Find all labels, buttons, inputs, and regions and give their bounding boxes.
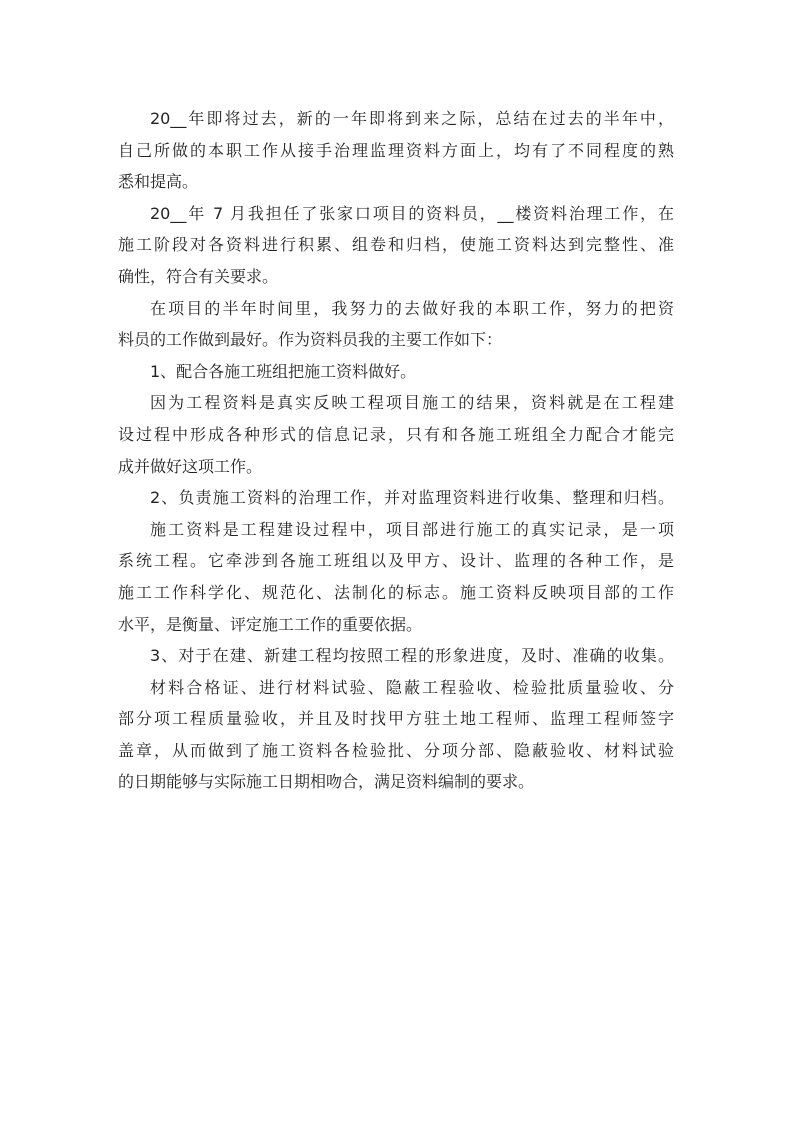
- section-heading: [118, 482, 674, 514]
- text-line: 3、对于在建、新建工程均按照工程的形象进度，及时、准确的收集。: [150, 646, 674, 666]
- paragraph: [118, 198, 674, 293]
- text-line: 料员的工作做到最好。作为资料员我的主要工作如下：: [118, 330, 503, 350]
- text-line: 设过程中形成各种形式的信息记录，只有和各施工班组全力配合才能完: [118, 424, 674, 444]
- paragraph: [118, 103, 674, 198]
- text-line: 在项目的半年时间里，我努力的去做好我的本职工作，努力的把资: [150, 298, 674, 318]
- text-line: 部分项工程质量验收，并且及时找甲方驻土地工程师、监理工程师签字: [118, 709, 674, 729]
- text-line: 2、负责施工资料的治理工作，并对监理资料进行收集、整理和归档。: [150, 488, 674, 508]
- text-line: 盖章，从而做到了施工资料各检验批、分项分部、隐蔽验收、材料试验: [118, 740, 674, 760]
- text-line: 20__年即将过去，新的一年即将到来之际，总结在过去的半年中，: [150, 109, 674, 128]
- text-line: 1、配合各施工班组把施工资料做好。: [150, 361, 417, 381]
- text-line: 系统工程。它牵涉到各施工班组以及甲方、设计、监理的各种工作，是: [118, 551, 674, 571]
- text-line: 20__年 7 月我担任了张家口项目的资料员，__楼资料治理工作，在: [150, 203, 674, 223]
- text-line: 确性，符合有关要求。: [118, 266, 279, 286]
- text-line: 的日期能够与实际施工日期相吻合，满足资料编制的要求。: [118, 772, 535, 792]
- text-line: 施工工作科学化、规范化、法制化的标志。施工资料反映项目部的工作: [118, 582, 674, 602]
- section-heading: [118, 356, 674, 388]
- text-line: 施工资料是工程建设过程中，项目部进行施工的真实记录，是一项: [150, 519, 674, 539]
- paragraph: [118, 514, 674, 640]
- document-page: [118, 103, 674, 798]
- text-line: 施工阶段对各资料进行积累、组卷和归档，使施工资料达到完整性、准: [118, 235, 674, 255]
- text-line: 水平，是衡量、评定施工工作的重要依据。: [118, 614, 423, 634]
- text-line: 自己所做的本职工作从接手治理监理资料方面上，均有了不同程度的熟: [118, 140, 674, 160]
- section-heading: [118, 640, 674, 672]
- paragraph: [118, 387, 674, 482]
- paragraph: [118, 672, 674, 798]
- text-line: 悉和提高。: [118, 172, 199, 192]
- text-line: 因为工程资料是真实反映工程项目施工的结果，资料就是在工程建: [150, 393, 674, 413]
- text-line: 材料合格证、进行材料试验、隐蔽工程验收、检验批质量验收、分: [150, 677, 674, 697]
- text-line: 成并做好这项工作。: [118, 456, 263, 476]
- paragraph: [118, 293, 674, 356]
